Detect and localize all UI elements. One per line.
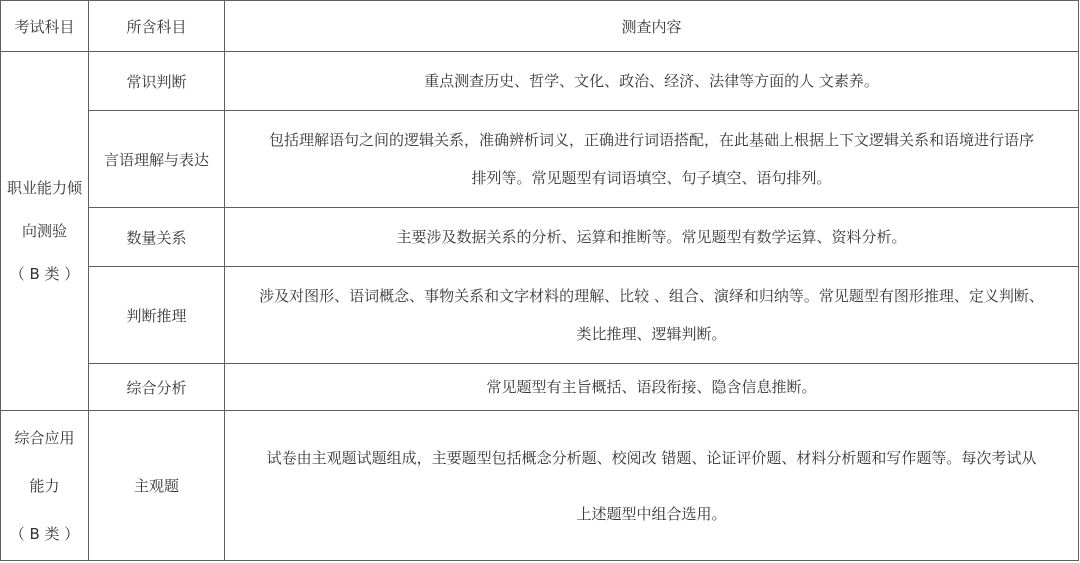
subject-line: 能力: [29, 476, 60, 495]
sub-subject-quantitative: 数量关系: [89, 208, 225, 267]
content-cell: [225, 52, 1079, 111]
subject-line: （ B 类 ）: [9, 524, 80, 543]
subject-comprehensive-application: [1, 411, 89, 561]
content-line: 涉及对图形、语词概念、事物关系和文字材料的理解、比较 、组合、演绎和归纳等。常见题型有图形推理、定义判断、: [259, 287, 1044, 305]
subject-line: （ B 类 ）: [9, 264, 80, 283]
table-row: [1, 267, 1079, 364]
content-line: 常见题型有主旨概括、语段衔接、隐含信息推断。: [486, 378, 817, 396]
sub-subject-verbal: 言语理解与表达: [89, 111, 225, 208]
content-cell: [225, 208, 1079, 267]
subject-line: 综合应用: [14, 428, 75, 447]
content-cell: [225, 364, 1079, 411]
sub-subject-comprehensive-analysis: 综合分析: [89, 364, 225, 411]
table-row: [1, 364, 1079, 411]
header-sub-subject: 所含科目: [89, 1, 225, 52]
sub-subject-common-sense: 常识判断: [89, 52, 225, 111]
content-line: 主要涉及数据关系的分析、运算和推断等。常见题型有数学运算、资料分析。: [396, 228, 907, 246]
subject-line: 职业能力倾: [6, 178, 82, 197]
header-content: 测查内容: [225, 1, 1079, 52]
content-line: 类比推理、逻辑判断。: [576, 325, 727, 343]
sub-subject-subjective: 主观题: [89, 411, 225, 561]
content-line: 排列等。常见题型有词语填空、句子填空、语句排列。: [471, 169, 832, 187]
content-cell: [225, 411, 1079, 561]
header-subject: 考试科目: [1, 1, 89, 52]
content-line: 包括理解语句之间的逻辑关系，准确辨析词义，正确进行词语搭配，在此基础上根据上下文逻辑关系和语境进行语序: [268, 131, 1034, 149]
subject-line: 向测验: [21, 221, 67, 240]
sub-subject-reasoning: 判断推理: [89, 267, 225, 364]
content-line: 重点测查历史、哲学、文化、政治、经济、法律等方面的人 文素养。: [424, 72, 879, 90]
table-row: [1, 52, 1079, 111]
content-cell: [225, 267, 1079, 364]
table-header-row: [1, 1, 1079, 52]
content-line: 上述题型中组合选用。: [576, 504, 727, 523]
content-line: 试卷由主观题试题组成，主要题型包括概念分析题、校阅改 错题、论证评价题、材料分析题和写作题等。每次考试从: [266, 448, 1037, 467]
subject-vocational-aptitude: [1, 52, 89, 411]
table-row: [1, 111, 1079, 208]
table-row: [1, 208, 1079, 267]
table-row: [1, 411, 1079, 561]
content-cell: [225, 111, 1079, 208]
